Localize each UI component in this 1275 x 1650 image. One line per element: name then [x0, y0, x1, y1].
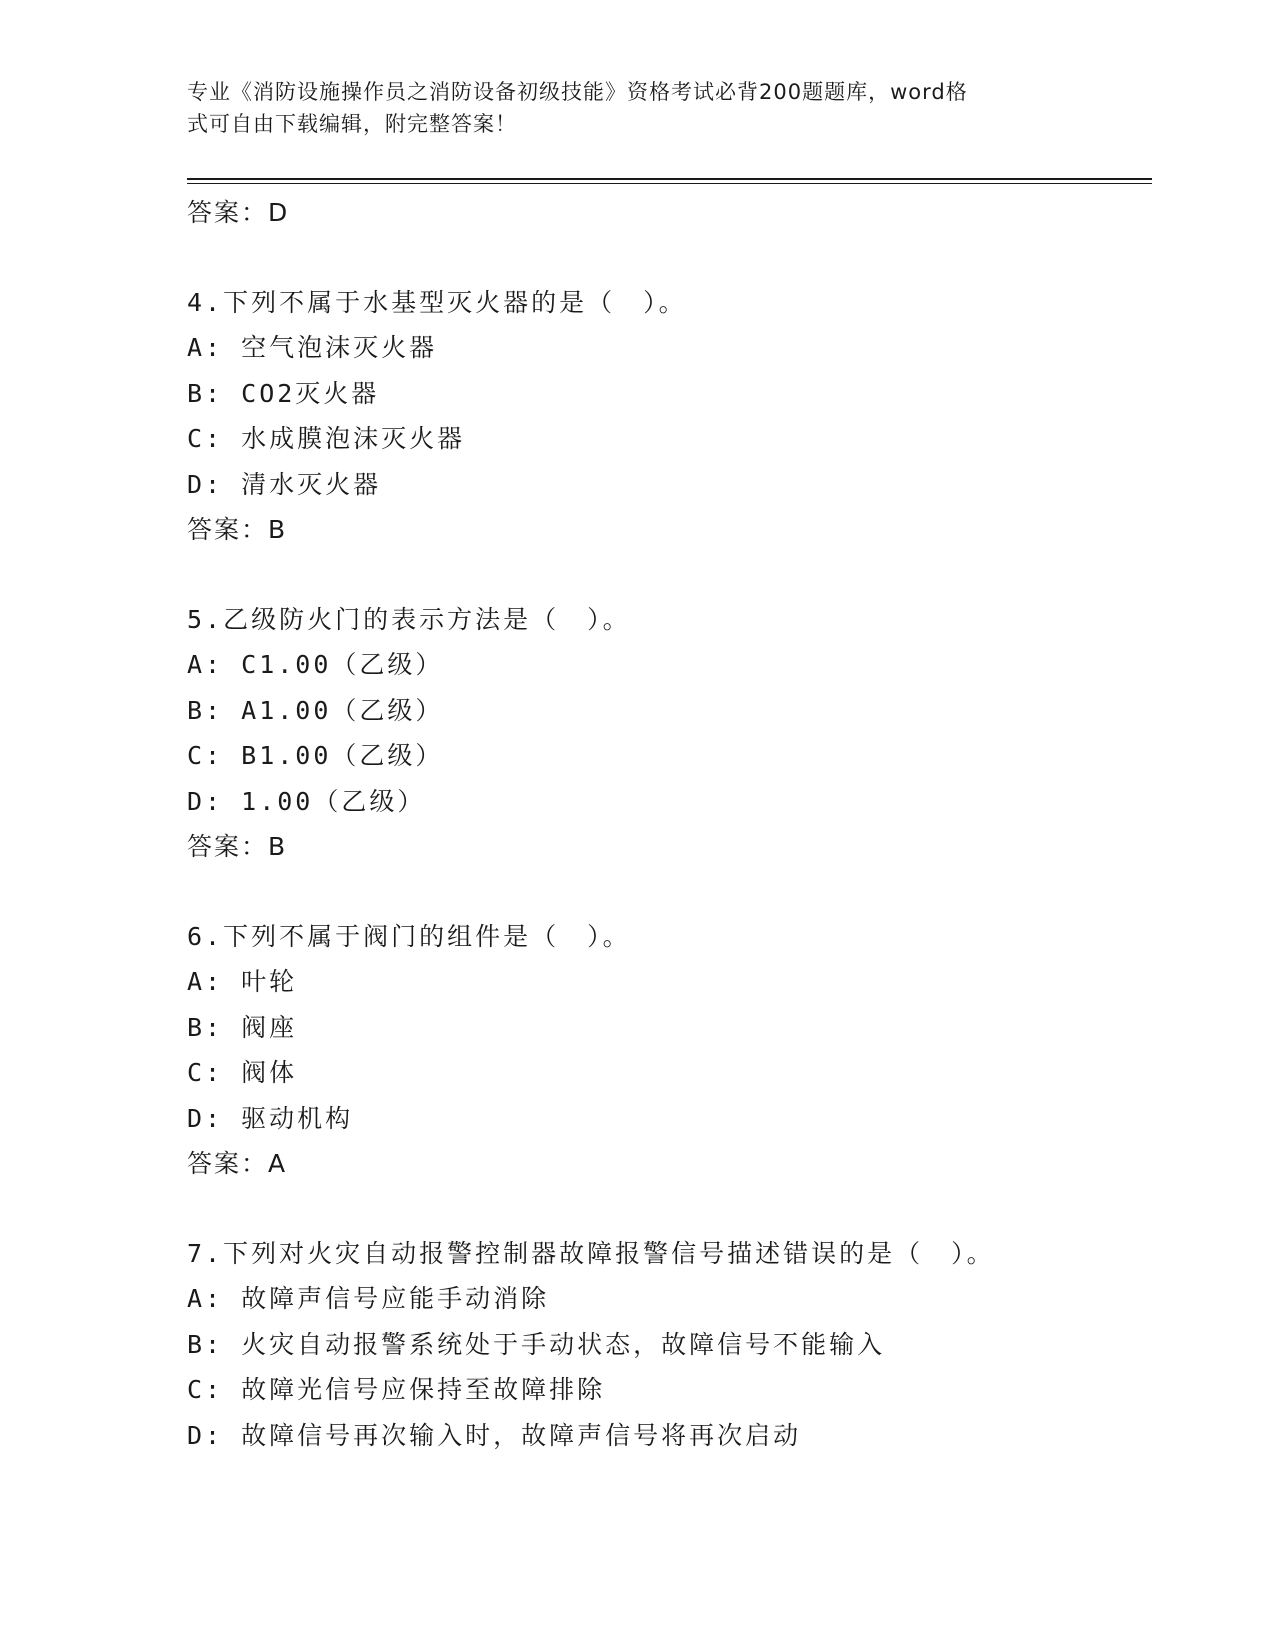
header-line-2: 式可自由下载编辑，附完整答案！	[187, 112, 517, 136]
document-header	[187, 76, 1067, 140]
question-stem: 7.下列对火灾自动报警控制器故障报警信号描述错误的是（ ）。	[187, 1238, 995, 1268]
option-d: D: 故障信号再次输入时，故障声信号将再次启动	[187, 1420, 802, 1450]
question-block	[187, 1231, 1147, 1459]
header-divider-thick	[187, 178, 1152, 180]
answer-line: 答案：B	[187, 515, 288, 544]
question-block	[187, 280, 1147, 553]
option-b: B: 火灾自动报警系统处于手动状态，故障信号不能输入	[187, 1329, 886, 1359]
option-a: A: 故障声信号应能手动消除	[187, 1284, 550, 1313]
option-b: B: 阀座	[187, 1012, 298, 1042]
question-block	[187, 914, 1147, 1187]
question-list	[187, 190, 1147, 1458]
answer-line: 答案：A	[187, 1149, 288, 1178]
option-a: A: 叶轮	[187, 967, 298, 996]
option-b: B: CO2灭火器	[187, 378, 380, 408]
option-d: D: 1.00（乙级）	[187, 786, 426, 816]
question-stem: 6.下列不属于阀门的组件是（ ）。	[187, 921, 631, 951]
option-c: C: B1.00（乙级）	[187, 741, 444, 770]
option-c: C: 阀体	[187, 1058, 298, 1087]
option-d: D: 清水灭火器	[187, 469, 382, 499]
option-b: B: A1.00（乙级）	[187, 695, 444, 725]
header-line-1: 专业《消防设施操作员之消防设备初级技能》资格考试必背200题题库，word格	[187, 80, 968, 104]
option-c: C: 故障光信号应保持至故障排除	[187, 1375, 606, 1404]
question-stem: 4.下列不属于水基型灭火器的是（ ）。	[187, 287, 687, 317]
answer-line: 答案：B	[187, 832, 288, 861]
option-a: A: 空气泡沫灭火器	[187, 333, 438, 362]
option-a: A: C1.00（乙级）	[187, 650, 444, 679]
answer-line: 答案：D	[187, 198, 290, 227]
option-d: D: 驱动机构	[187, 1103, 354, 1133]
option-c: C: 水成膜泡沫灭火器	[187, 424, 466, 453]
question-block	[187, 597, 1147, 870]
header-divider-thin	[187, 183, 1152, 184]
question-stem: 5.乙级防火门的表示方法是（ ）。	[187, 604, 631, 634]
